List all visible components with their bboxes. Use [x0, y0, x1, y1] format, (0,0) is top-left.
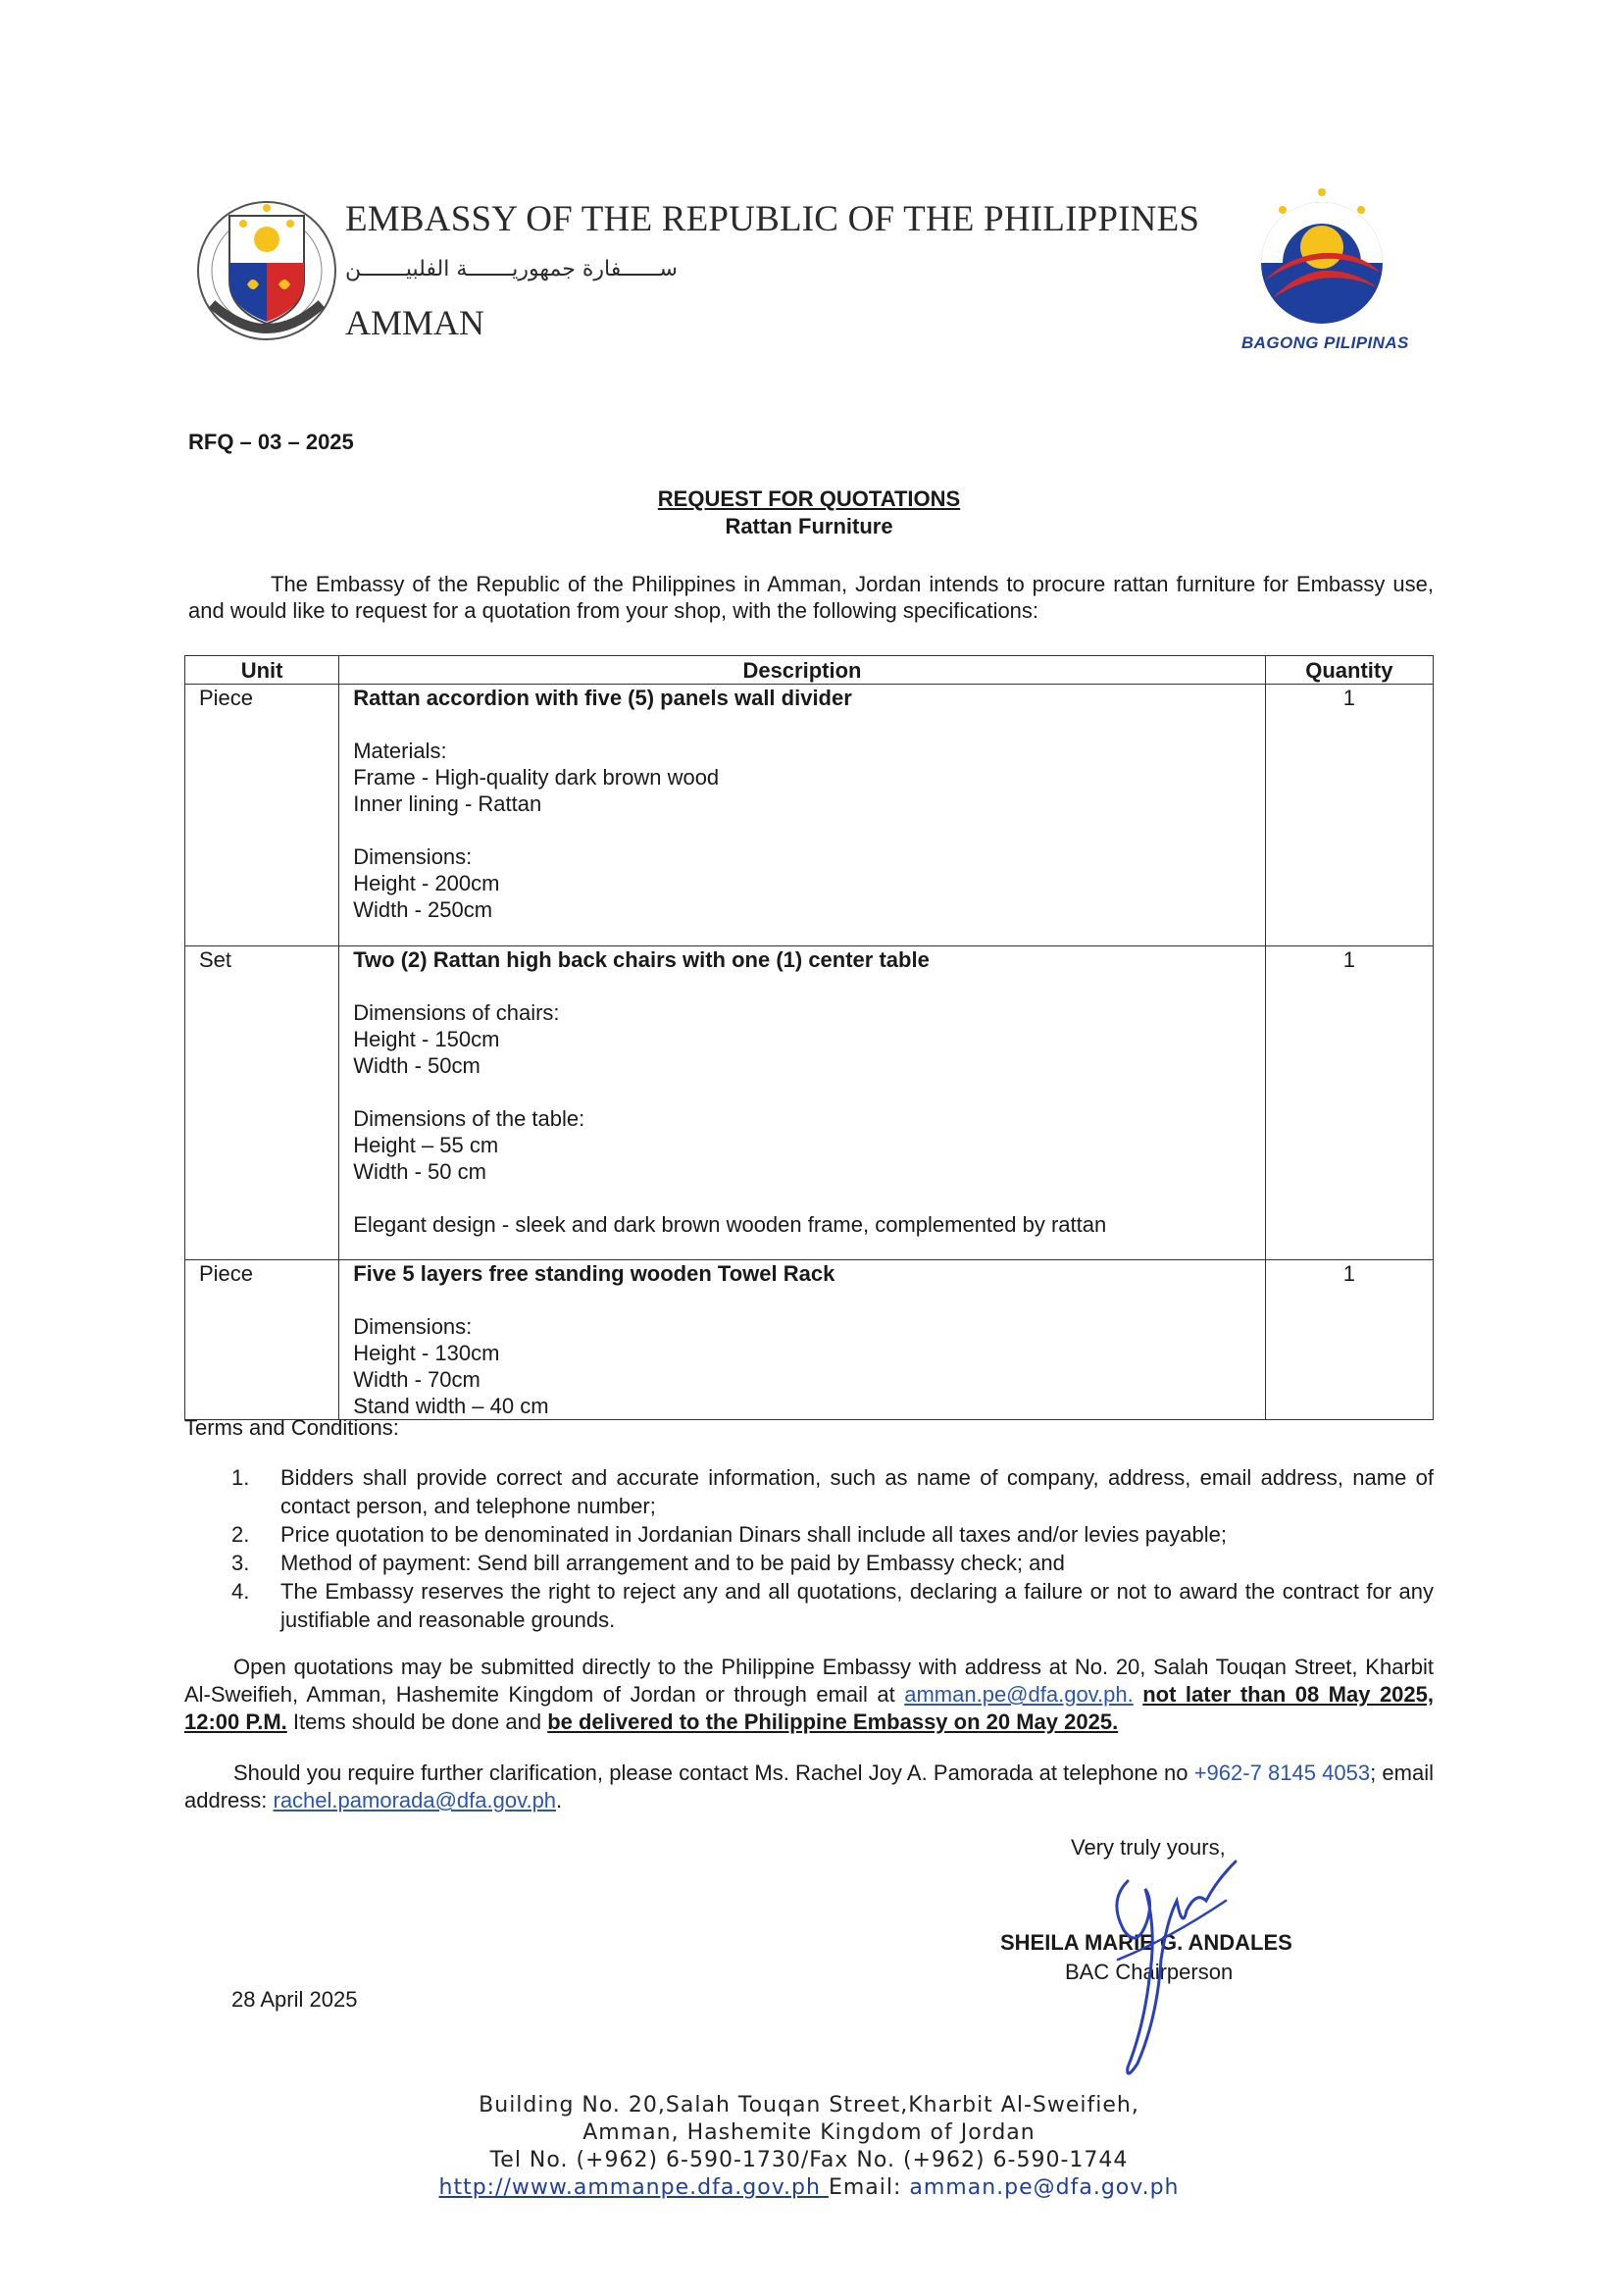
table-row: [185, 685, 1434, 946]
unit-cell: Piece: [185, 685, 339, 946]
spec-line: Width - 50cm: [353, 1053, 480, 1078]
footer-address-line2: Amman, Hashemite Kingdom of Jordan: [582, 2120, 1036, 2145]
footer-email[interactable]: amman.pe@dfa.gov.ph: [909, 2175, 1180, 2200]
embassy-arabic-title: ســــــفارة جمهوريـــــــة الفلبيـــــــن: [345, 257, 678, 281]
signatory-name: SHEILA MARIE G. ANDALES: [1000, 1930, 1292, 1955]
item-title: Rattan accordion with five (5) panels wall divider: [353, 686, 852, 710]
description-cell: [339, 946, 1265, 1260]
quantity-cell: 1: [1265, 1260, 1433, 1420]
spec-line: Frame - High-quality dark brown wood: [353, 765, 720, 790]
bagong-pilipinas-label: BAGONG PILIPINAS: [1241, 333, 1409, 352]
terms-list: [184, 1463, 1434, 1634]
spec-line: Height - 150cm: [353, 1027, 500, 1051]
contact-email-link[interactable]: rachel.pamorada@dfa.gov.ph: [273, 1788, 557, 1812]
list-item: 1. Bidders shall provide correct and accurate information, such as name of company, address, email address, name of contact person, and telephone number;: [231, 1465, 1434, 1518]
spec-line: Stand width – 40 cm: [353, 1394, 549, 1418]
rfq-reference: RFQ – 03 – 2025: [188, 430, 354, 454]
document-date: 28 April 2025: [231, 1987, 358, 2012]
spec-line: Elegant design - sleek and dark brown wooden frame, complemented by rattan: [353, 1212, 1107, 1237]
list-item: 2. Price quotation to be denominated in Jordanian Dinars shall include all taxes and/or levies payable;: [231, 1522, 1227, 1547]
unit-cell: Set: [185, 946, 339, 1260]
terms-heading: Terms and Conditions:: [184, 1415, 399, 1440]
item-title: Two (2) Rattan high back chairs with one (1) center table: [353, 947, 930, 972]
quantity-cell: 1: [1265, 946, 1433, 1260]
table-row: [185, 946, 1434, 1260]
spec-line: Materials:: [353, 739, 447, 763]
header-description: Description: [339, 656, 1265, 685]
embassy-email-link[interactable]: amman.pe@dfa.gov.ph.: [904, 1682, 1134, 1707]
spec-line: Height - 200cm: [353, 871, 500, 895]
list-item: 4. The Embassy reserves the right to reject any and all quotations, declaring a failure or not to award the contract for any justifiable and reasonable grounds.: [231, 1579, 1434, 1632]
header-quantity: Quantity: [1265, 656, 1433, 685]
deadline: not later than 08 May 2025, 12:00 P.M.: [184, 1682, 1434, 1734]
header-unit: Unit: [185, 656, 339, 685]
spec-line: Dimensions:: [353, 844, 473, 869]
document-subtitle: Rattan Furniture: [725, 514, 893, 538]
spec-line: Width - 250cm: [353, 897, 493, 922]
spec-line: Dimensions:: [353, 1314, 473, 1339]
spec-line: Width - 70cm: [353, 1367, 480, 1392]
footer-contact-line: http://www.ammanpe.dfa.gov.ph Email: amman.pe@dfa.gov.ph: [438, 2175, 1180, 2200]
footer-phone-fax: Tel No. (+962) 6-590-1730/Fax No. (+962) 6-590-1744: [489, 2148, 1129, 2172]
table-header-row: [185, 656, 1434, 685]
description-cell: [339, 685, 1265, 946]
item-title: Five 5 layers free standing wooden Towel Rack: [353, 1261, 835, 1286]
intro-paragraph: The Embassy of the Republic of the Philippines in Amman, Jordan intends to procure rattan furniture for Embassy use, and would like to request for a quotation from your shop, with the following specifications:: [188, 572, 1434, 623]
specifications-table: [184, 655, 1434, 1420]
bagong-pilipinas-logo: [1243, 182, 1400, 330]
footer-address-line1: Building No. 20,Salah Touqan Street,Kharbit Al-Sweifieh,: [479, 2093, 1139, 2117]
document-title: REQUEST FOR QUOTATIONS: [657, 486, 961, 511]
valediction: Very truly yours,: [1071, 1835, 1226, 1860]
list-item: 3. Method of payment: Send bill arrangement and to be paid by Embassy check; and: [231, 1551, 1065, 1575]
spec-line: Height - 130cm: [353, 1341, 500, 1365]
clarification-paragraph: Should you require further clarification, please contact Ms. Rachel Joy A. Pamorada at telephone no +962-7 8145 4053; email address: rachel.pamorada@dfa.gov.ph.: [184, 1760, 1434, 1812]
contact-phone[interactable]: +962-7 8145 4053: [1193, 1760, 1371, 1785]
description-cell: [339, 1260, 1265, 1420]
delivery-date: be delivered to the Philippine Embassy on 20 May 2025.: [547, 1709, 1119, 1734]
embassy-title: EMBASSY OF THE REPUBLIC OF THE PHILIPPINES: [345, 199, 1200, 239]
unit-cell: Piece: [185, 1260, 339, 1420]
spec-line: Dimensions of chairs:: [353, 1000, 560, 1025]
signatory-role: BAC Chairperson: [1065, 1960, 1234, 1984]
footer-website-link[interactable]: http://www.ammanpe.dfa.gov.ph: [438, 2175, 829, 2200]
submission-paragraph: Open quotations may be submitted directly to the Philippine Embassy with address at No. 20, Salah Touqan Street, Kharbit Al-Sweifieh, Amman, Hashemite Kingdom of Jordan or through email at amman.pe@dfa.gov.ph. not later than 08 May 2025, 12:00 P.M. Items should be done and be delivered to the Philippine Embassy on 20 May 2025.: [184, 1655, 1434, 1734]
spec-line: Inner lining - Rattan: [353, 791, 542, 816]
spec-line: Height – 55 cm: [353, 1133, 499, 1157]
quantity-cell: 1: [1265, 685, 1433, 946]
handwritten-signature: [1088, 1842, 1285, 2087]
table-row: [185, 1260, 1434, 1420]
spec-line: Width - 50 cm: [353, 1159, 486, 1184]
philippine-seal-logo: [192, 186, 341, 345]
spec-line: Dimensions of the table:: [353, 1106, 585, 1131]
embassy-city: AMMAN: [345, 303, 485, 342]
